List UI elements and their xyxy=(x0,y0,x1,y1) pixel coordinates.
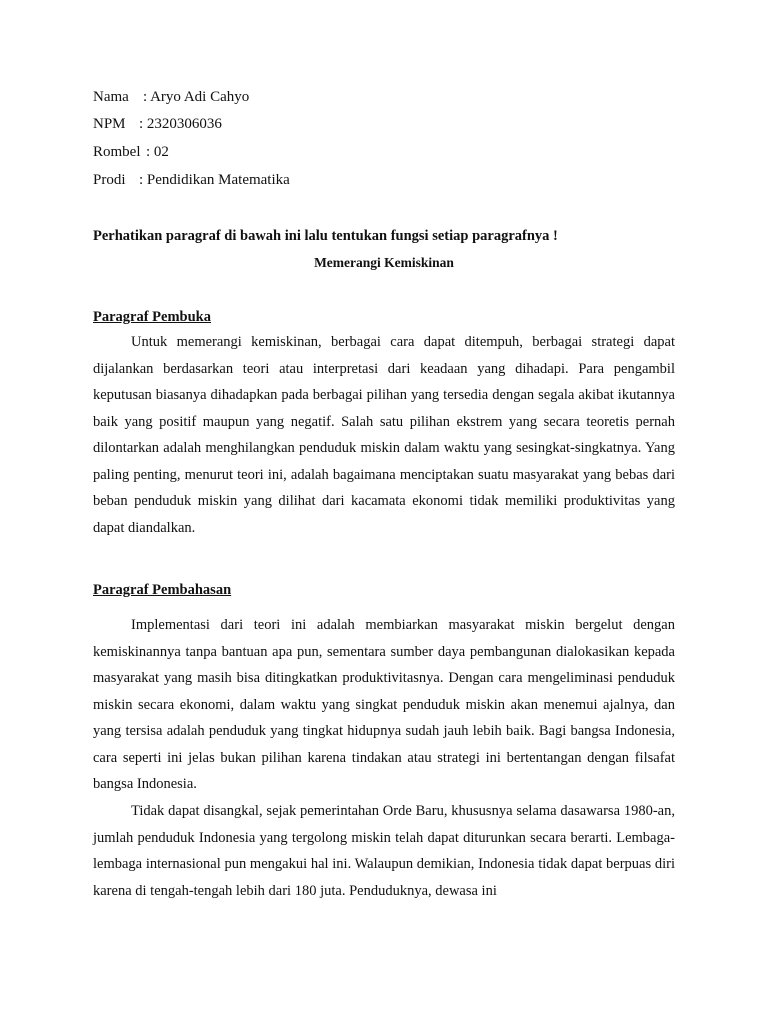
heading-paragraf-pembahasan: Paragraf Pembahasan xyxy=(93,582,232,598)
instruction-text: Perhatikan paragraf di bawah ini lalu tentukan fungsi setiap paragrafnya ! xyxy=(93,228,558,244)
info-row-prodi xyxy=(93,171,290,189)
npm-value: : 2320306036 xyxy=(139,116,222,132)
info-row-rombel xyxy=(93,143,169,161)
npm-label: NPM xyxy=(93,116,126,132)
prodi-value: : Pendidikan Matematika xyxy=(139,172,290,188)
document-title: Memerangi Kemiskinan xyxy=(314,255,454,270)
paragraph-pembahasan-1: Implementasi dari teori ini adalah membiarkan masyarakat miskin bergelut dengan kemiskinannya tanpa bantuan apa pun, sementara sumber daya pembangunan dialokasikan kepada masyarakat yang masih bisa ditingkatkan produktivitasnya. Dengan cara mengeliminasi penduduk miskin secara ekonomi, dalam waktu yang singkat penduduk miskin akan menemui ajalnya, dan yang tersisa adalah penduduk yang tingkat hidupnya sudah jauh lebih baik. Bagi bangsa Indonesia, cara seperti ini jelas bukan pilihan karena tindakan atau strategi ini bertentangan dengan filsafat bangsa Indonesia. xyxy=(93,617,675,792)
rombel-label: Rombel xyxy=(93,144,141,160)
nama-label: Nama xyxy=(93,89,129,105)
heading-paragraf-pembuka: Paragraf Pembuka xyxy=(93,309,211,325)
info-row-nama xyxy=(93,88,249,106)
nama-value: : Aryo Adi Cahyo xyxy=(143,89,250,105)
info-row-npm xyxy=(93,115,222,133)
paragraph-pembahasan-2: Tidak dapat disangkal, sejak pemerintahan Orde Baru, khususnya selama dasawarsa 1980-an, jumlah penduduk Indonesia yang tergolong miskin telah dapat diturunkan secara berarti. Lembaga-lembaga internasional pun mengakui hal ini. Walaupun demikian, Indonesia tidak dapat berpuas diri karena di tengah-tengah lebih dari 180 juta. Penduduknya, dewasa ini xyxy=(93,803,675,899)
paragraph-pembuka: Untuk memerangi kemiskinan, berbagai cara dapat ditempuh, berbagai strategi dapat dijalankan berdasarkan teori atau interpretasi dari keadaan yang dihadapi. Para pengambil keputusan biasanya dihadapkan pada berbagai pilihan yang tersedia dengan segala akibat ikutannya baik yang positif maupun yang negatif. Salah satu pilihan ekstrem yang secara teoretis pernah dilontarkan adalah menghilangkan penduduk miskin dalam waktu yang sesingkat-singkatnya. Yang paling penting, menurut teori ini, adalah bagaimana menciptakan suatu masyarakat yang bebas dari beban penduduk miskin yang dilihat dari kacamata ekonomi tidak memiliki produktivitas yang dapat diandalkan. xyxy=(93,334,675,536)
prodi-label: Prodi xyxy=(93,172,126,188)
rombel-value: : 02 xyxy=(146,144,169,160)
